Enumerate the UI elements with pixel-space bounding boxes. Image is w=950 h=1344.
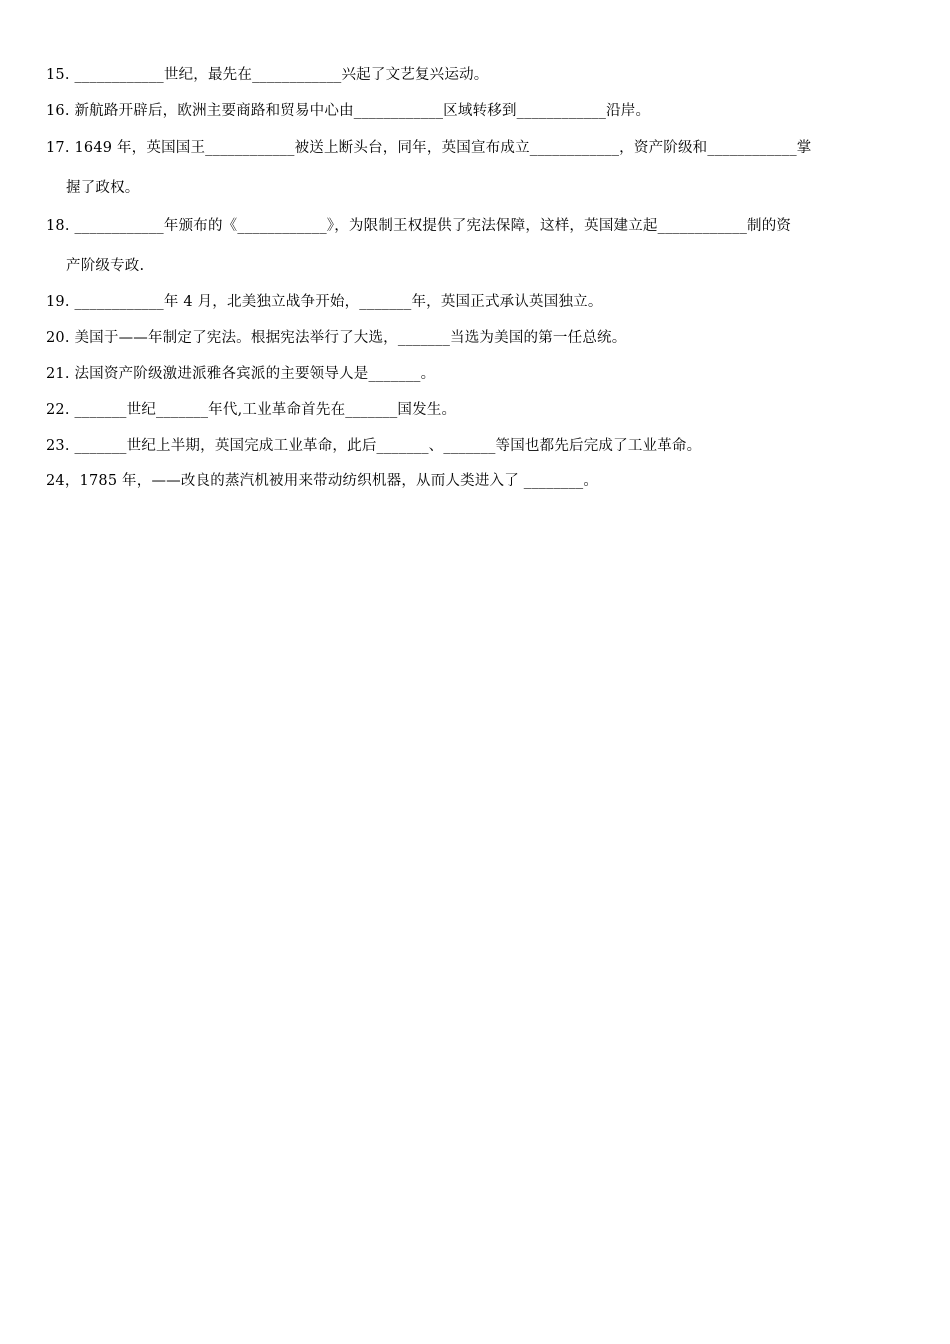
question-17-continued: 握了政权。 — [66, 180, 140, 196]
question-17: 17. 1649 年，英国国王____________被送上断头台，同年，英国宣布成立____________，资产阶级和____________掌 — [46, 140, 812, 156]
question-24: 24，1785 年，——改良的蒸汽机被用来带动纺织机器，从而人类进入了 ________。 — [46, 473, 599, 489]
question-19: 19. ____________年 4 月，北美独立战争开始，_______年，英国正式承认英国独立。 — [46, 294, 603, 310]
question-16: 16. 新航路开辟后，欧洲主要商路和贸易中心由____________区域转移到____________沿岸。 — [46, 103, 651, 119]
question-15: 15. ____________世纪，最先在____________兴起了文艺复兴运动。 — [46, 67, 489, 83]
question-20: 20. 美国于——年制定了宪法。根据宪法举行了大选，_______当选为美国的第一任总统。 — [46, 330, 627, 346]
question-22: 22. _______世纪_______年代,工业革命首先在_______国发生。 — [46, 402, 457, 418]
question-18-continued: 产阶级专政. — [66, 258, 145, 274]
question-21: 21. 法国资产阶级激进派雅各宾派的主要领导人是_______。 — [46, 366, 436, 382]
question-18: 18. ____________年颁布的《____________》，为限制王权提供了宪法保障，这样，英国建立起____________制的资 — [46, 218, 792, 234]
question-23: 23. _______世纪上半期，英国完成工业革命，此后_______、_______等国也都先后完成了工业革命。 — [46, 438, 702, 454]
